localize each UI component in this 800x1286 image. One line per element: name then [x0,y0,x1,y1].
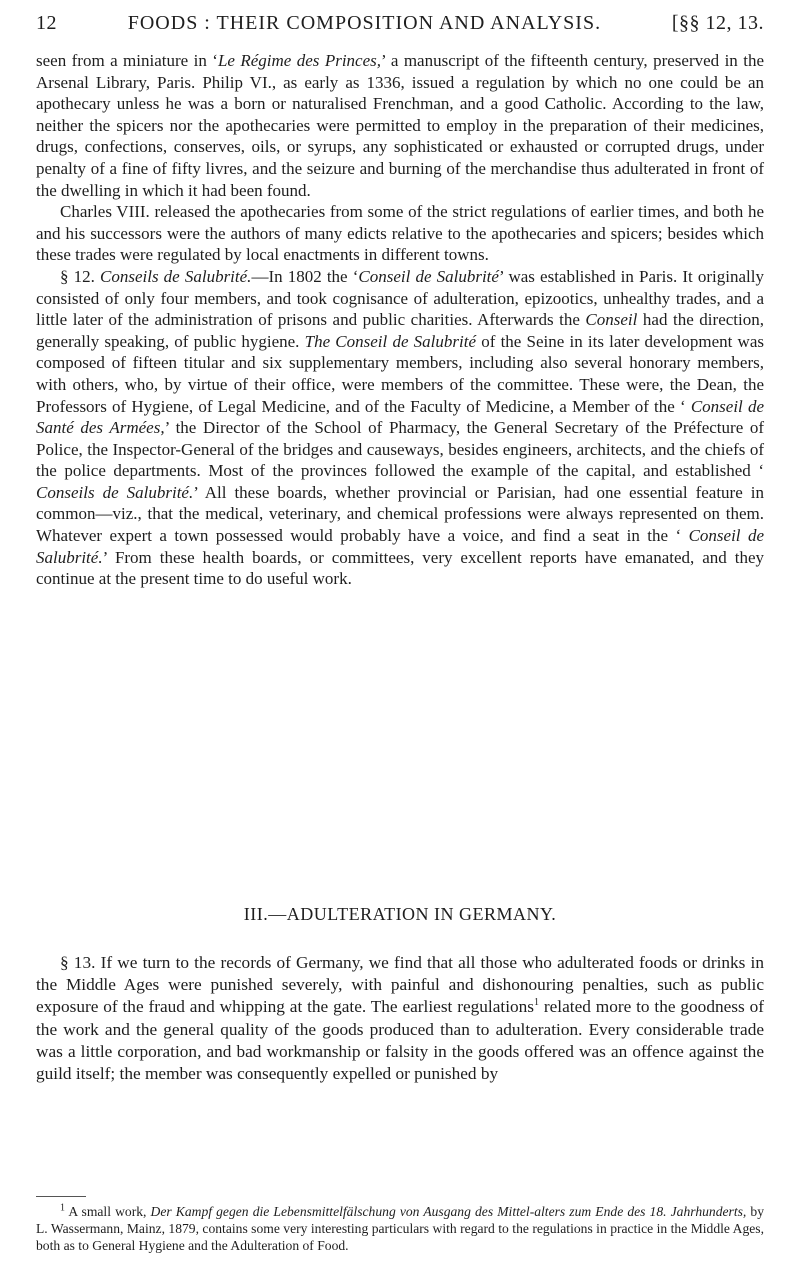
running-header [36,6,764,40]
footnote-text [36,1203,764,1254]
text-run: seen from a miniature in ‘ [36,51,218,70]
footnote-mark: 1 [60,1202,65,1214]
italic-title: Le Régime des Princes, [217,51,382,70]
text-run: ’ the Director of the School of Pharmacy, the General Secretary of the Préfecture of Police, the Inspector-General of the bridges and causeways, besides engineers, architects, and the chiefs of the police departments. Most of the provinces followed the example of the capital, and established ‘ [36,418,765,481]
running-title: FOODS : THEIR COMPOSITION AND ANALYSIS. [127,11,602,34]
section-heading: Conseils de Salubrité. [100,266,252,286]
paragraph-section-13 [36,952,764,1085]
body-text-lower [36,952,764,1085]
footnote [36,1203,764,1254]
text-run: related more to the goodness of the work and the general quality of the goods produced than to adulteration. Every considerable trade was a little corporation, and bad workmanship or falsity in the goods offered was an offence against the guild itself; the member was consequently expelled or punished by [36,997,764,1084]
text-run: § 13. If we turn to the records of Germany, we find that all those who adulterated foods or drinks in the Middle Ages were punished severely, with painful and dishonouring penalties, such as public exposure of the fraud and whipping at the gate. The earliest regulations [36,953,764,1017]
section-heading-germany: III.—ADULTERATION IN GERMANY. [243,904,557,924]
italic-term: Conseil de Salubrité. [36,526,764,567]
italic-title: Der Kampf gegen die Lebensmittelfälschung von Ausgang des Mittel-alters zum Ende des 18. Jahrhunderts, [150,1204,747,1219]
text-run: ’ a manuscript of the fifteenth century, preserved in the Arsenal Library, Paris. Philip VI., as early as 1336, issued a regulation by which no one could be an apothecary unless he was a born or naturalised Frenchman, and a good Catholic. According to the law, neither the spicers nor the apothecaries were permitted to employ in the preparation of their medicines, drugs, confections, conserves, oils, or syrups, any sophisticated or exhausted or corrupted drugs, under penalty of a fine of fifty livres, and the seizure and burning of the merchandise thus adulterated in front of the dwelling in which it had been found. [36,51,765,200]
text-run: A small work, [65,1204,151,1219]
italic-term: Conseil [585,310,638,330]
text-run: —In 1802 the ‘ [251,266,359,286]
paragraph-section-12 [36,266,764,590]
paragraph: Charles VIII. released the apothecaries from some of the strict regulations of earlier times, and both he and his successors were the authors of many edicts relative to the apothecaries and spicers; besides which these trades were regulated by local enactments in different towns. [36,202,764,265]
footnote-divider [36,1196,86,1197]
text-run: of the Seine in its later development was composed of fifteen titular and six supplementary members, including also several honorary members, with others, who, by virtue of their office, were members of the committee. These were, the Dean, the Professors of Hygiene, of Legal Medicine, and of the Faculty of Medicine, a Member of the ‘ [36,331,764,416]
italic-term: Conseils de Salubrité. [36,482,194,502]
paragraph [36,50,764,201]
italic-term: Conseil de Salubrité [358,266,499,286]
text-run: ’ was established in Paris. It originally consisted of only four members, and took cognisance of adulteration, epizootics, unhealthy trades, and a little later of the administration of prisons and public charities. Afterwards the [36,266,764,330]
italic-term: Conseil de Santé des Armées, [36,396,764,438]
section-number: § 12. [60,266,95,286]
text-run: by L. Wassermann, Mainz, 1879, contains some very interesting particulars with regard to the regulations in practice in the Middle Ages, both as to General Hygiene and the Adulteration of Food. [36,1204,764,1253]
body-text-upper [36,50,764,590]
italic-term: The Conseil de Salubrité [304,331,477,351]
page-number: 12 [36,11,57,34]
text-run: ’ From these health boards, or committees, very excellent reports have emanated, and they continue at the present time to do useful work. [36,547,764,589]
text-run: had the direction, generally speaking, of public hygiene. [36,310,764,351]
footnote-ref: 1 [534,997,540,1009]
section-marks: [§§ 12, 13. [671,11,764,34]
text-run: ’ All these boards, whether provincial or Parisian, had one essential feature in common—viz., that the medical, veterinary, and chemical professions were always represented on them. Whatever expert a town possessed would probably have a voice, and find a seat in the ‘ [36,482,764,546]
